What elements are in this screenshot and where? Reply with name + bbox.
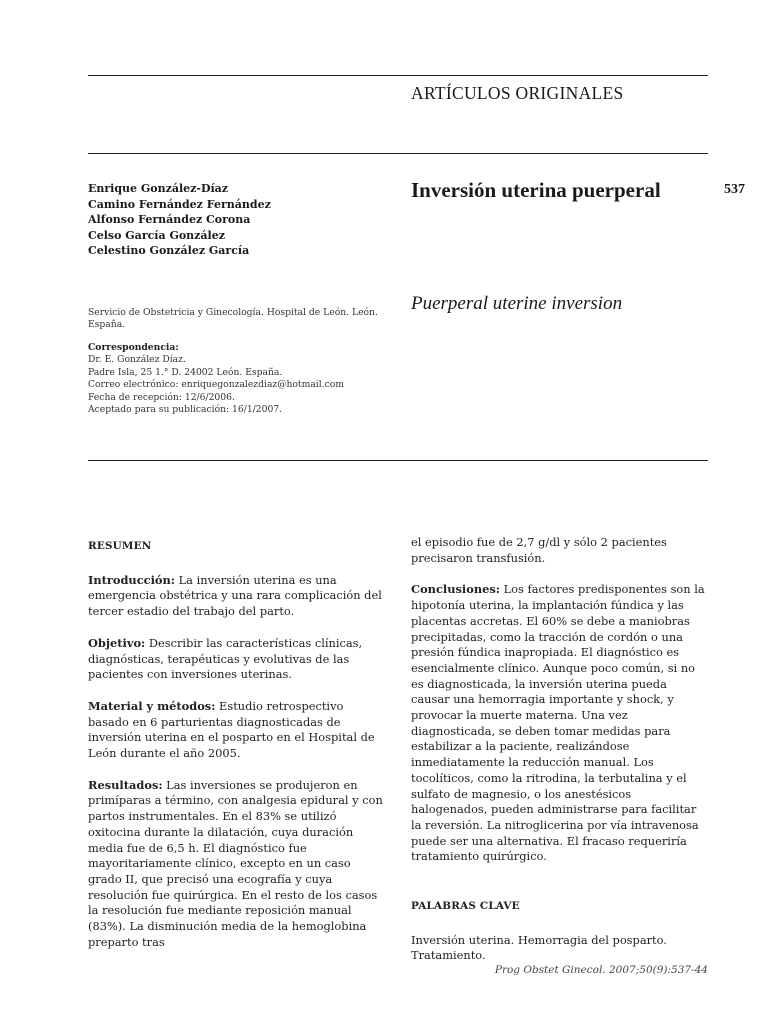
received-date: Fecha de recepción: 12/6/2006. [88,392,235,403]
affiliation [88,307,388,332]
objective-label: Objetivo: [88,635,146,650]
correspondence-block [88,342,388,391]
author-name: Camino Fernández Fernández [88,197,271,211]
abstract-heading: RESUMEN [88,540,152,552]
correspondence-address: Padre Isla, 25 1.° D. 24002 León. España. [88,366,283,378]
author-name: Celestino González García [88,244,250,257]
accepted-date: Aceptado para su publicación: 16/1/2007. [88,404,283,416]
methods-label: Material y métodos: [88,698,216,713]
results-continuation: el episodio fue de 2,7 g/dl y sólo 2 pacientes precisaron transfusión. [411,535,667,565]
objective-text: Describir las características clínicas, diagnósticas, terapéuticas y evolutivas de las pacientes con inversiones uterinas. [88,635,363,682]
journal-citation: Prog Obstet Ginecol. 2007;50(9):537-44 [494,964,708,976]
abstract-objective [88,636,384,683]
introduction-text: La inversión uterina es una emergencia obstétrica y una rara complicación del tercer estadio del trabajo del parto. [88,572,382,619]
affiliation-line: España. [88,319,126,331]
correspondence-label: Correspondencia: [88,342,179,353]
abstract-results [88,778,384,951]
conclusions-label: Conclusiones: [411,582,500,597]
author-list [88,181,271,259]
results-label: Resultados: [88,777,163,792]
author-name: Enrique González-Díaz [88,182,229,195]
article-title: Inversión uterina puerperal [411,178,661,202]
author-name: Alfonso Fernández Corona [88,213,251,226]
article-subtitle: Puerperal uterine inversion [411,293,623,314]
abstract-introduction [88,573,384,620]
section-label: ARTÍCULOS ORIGINALES [411,83,624,103]
author-name: Celso García González [88,228,225,242]
section-rule [88,460,708,461]
top-rule [88,75,708,76]
affiliation-line: Servicio de Obstetricia y Ginecología. Hospital de León. León. [88,307,378,318]
page-number: 537 [724,182,745,197]
conclusions-text: Los factores predisponentes son la hipotonía uterina, la implantación fúndica y las placentas accretas. El 60% se debe a maniobras precipitadas, como la tracción de cordón o una presión fúndica inapropiada. El diagnóstico es esencialmente clínico. Aunque poco común, si no es diagnosticada, la inversión uterina pueda causar una hemorragia importante y shock, y provocar la muerte materna. Una vez diagnosticada, se deben tomar medidas para estabilizar a la paciente, realizándose inmediatamente la reducción manual. Los tocolíticos, como la ritrodina, la terbutalina y el sulfato de magnesio, o los anestésicos halogenados, pueden administrarse para facilitar la reversión. La nitroglicerina por vía intravenosa puede ser una alternativa. El fracaso requeriría tratamiento quirúrgico. [411,582,705,864]
introduction-label: Introducción: [88,572,175,587]
correspondence-name: Dr. E. González Díaz. [88,354,186,366]
abstract-methods [88,699,384,762]
results-text: Las inversiones se produjeron en primíparas a término, con analgesia epidural y con partos instrumentales. En el 83% se utilizó oxitocina durante la dilatación, cuya duración media fue de 6,5 h. El diagnóstico fue mayoritariamente clínico, excepto en un caso grado II, que precisó una ecografía y cuya resolución fue quirúrgica. En el resto de los casos la resolución fue mediante reposición manual (83%). La disminución media de la hemoglobina preparto tras [88,777,383,949]
dates-block [88,392,388,417]
methods-text: Estudio retrospectivo basado en 6 parturientas diagnosticadas de inversión uterina en el posparto en el Hospital de León durante el año 2005. [88,698,375,761]
abstract-right-column [411,535,709,980]
keywords-text: Inversión uterina. Hemorragia del posparto. Tratamiento. [411,932,667,963]
correspondence-email: Correo electrónico: enriquegonzalezdiaz@hotmail.com [88,378,344,390]
keywords-heading: PALABRAS CLAVE [411,900,520,913]
abstract-conclusions [411,582,709,865]
abstract-left-column [88,539,384,966]
header-rule [88,153,708,154]
